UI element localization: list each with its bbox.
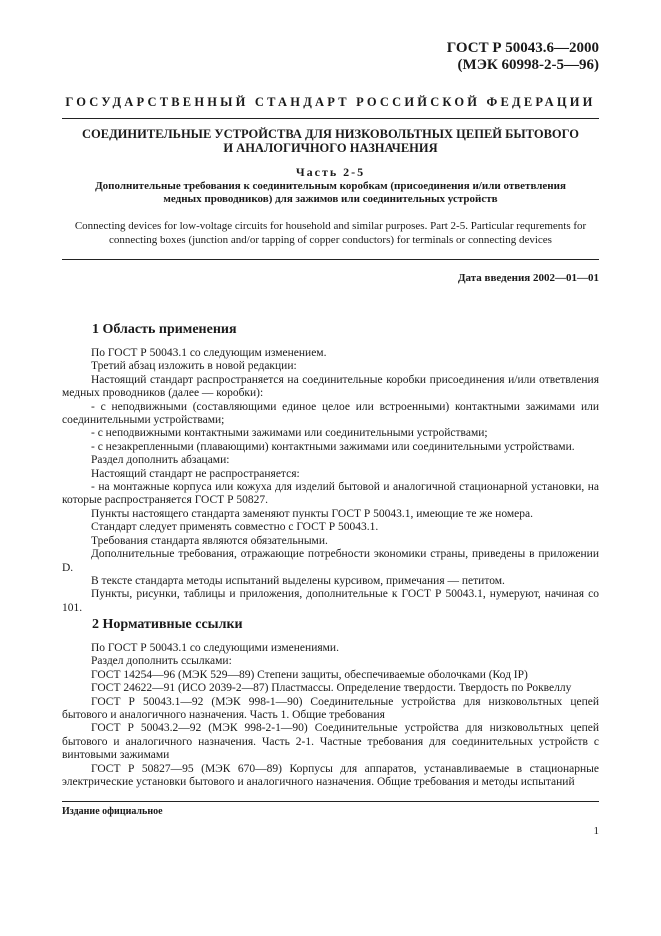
paragraph: В тексте стандарта методы испытаний выделены курсивом, примечания — петитом.: [91, 574, 505, 587]
section-title-references: 2 Нормативные ссылки: [92, 617, 243, 632]
designation-iec: (МЭК 60998-2-5—96): [457, 57, 599, 73]
page-number: 1: [593, 825, 599, 837]
paragraph: - с незакрепленными (плавающими) контактными зажимами или соединительными устройствами.: [91, 440, 575, 453]
paragraph: Пункты, рисунки, таблицы и приложения, дополнительные к ГОСТ Р 50043.1, нумеруют, начиная со 101.: [62, 588, 599, 614]
part-subtitle-line-2: медных проводников) для зажимов или соединительных устройств: [163, 193, 498, 205]
part-subtitle-line-1: Дополнительные требования к соединительным коробкам (присоединения и/или ответвления: [95, 180, 566, 192]
edition-label: Издание официальное: [62, 806, 163, 817]
header-divider: [62, 118, 599, 119]
designation-gost: ГОСТ Р 50043.6—2000: [446, 40, 599, 56]
english-title-line-1: Connecting devices for low-voltage circuits for household and similar purposes. Part 2-5. Particular requrements for: [74, 220, 587, 232]
paragraph: Стандарт следует применять совместно с ГОСТ Р 50043.1.: [91, 521, 379, 534]
paragraph: - с неподвижными (составляющими единое целое или встроенными) контактными зажимами или соединительными устройствами;: [62, 400, 599, 427]
standard-designation: [447, 40, 599, 74]
part-label: Часть 2-5: [295, 165, 366, 179]
title-line-2: И АНАЛОГИЧНОГО НАЗНАЧЕНИЯ: [223, 141, 438, 155]
state-standard-title: ГОСУДАРСТВЕННЫЙ СТАНДАРТ РОССИЙСКОЙ ФЕДЕРАЦИИ: [65, 95, 596, 109]
title-line-1: СОЕДИНИТЕЛЬНЫЕ УСТРОЙСТВА ДЛЯ НИЗКОВОЛЬТНЫХ ЦЕПЕЙ БЫТОВОГО: [82, 127, 579, 141]
reference-entry: ГОСТ Р 50043.2—92 (МЭК 998-2-1—90) Соединительные устройства для низковольтных цепей бытового и аналогичного назначения. Часть 2-1. Частные требования для соединительных устройств с винтовыми зажимами: [62, 722, 599, 762]
paragraph: Раздел дополнить абзацами:: [91, 454, 230, 467]
section-title-scope: 1 Область применения: [92, 322, 237, 337]
paragraph: Третий абзац изложить в новой редакции:: [91, 360, 297, 373]
paragraph: Раздел дополнить ссылками:: [91, 655, 232, 668]
introduction-date: Дата введения 2002—01—01: [457, 272, 599, 284]
paragraph: Пункты настоящего стандарта заменяют пункты ГОСТ Р 50043.1, имеющие те же номера.: [91, 507, 533, 520]
part-subtitle: [62, 180, 599, 206]
english-title: [62, 219, 599, 247]
paragraph: Дополнительные требования, отражающие потребности экономики страны, приведены в приложении D.: [62, 548, 599, 574]
english-title-line-2: connecting boxes (junction and/or tapping of copper conductors) for terminals or connecting devices: [109, 234, 552, 246]
paragraph: По ГОСТ Р 50043.1 со следующими изменениями.: [91, 642, 339, 654]
reference-entry: ГОСТ 14254—96 (МЭК 529—89) Степени защиты, обеспечиваемые оболочками (Код IP): [91, 668, 528, 681]
footer-divider: [62, 801, 599, 802]
reference-entry: ГОСТ 24622—91 (ИСО 2039-2—87) Пластмассы. Определение твердости. Твердость по Роквеллу: [91, 682, 572, 695]
document-title: [62, 127, 599, 155]
paragraph: По ГОСТ Р 50043.1 со следующим изменением.: [91, 347, 327, 359]
paragraph: Настоящий стандарт распространяется на соединительные коробки присоединения и/или ответвления медных проводников (далее — коробки):: [62, 373, 599, 400]
section-body-references: [62, 642, 599, 789]
paragraph: Требования стандарта являются обязательными.: [91, 534, 328, 547]
paragraph: - на монтажные корпуса или кожуха для изделий бытовой и аналогичной стационарной установки, на которые распространяется ГОСТ Р 50827.: [62, 481, 599, 507]
paragraph: - с неподвижными контактными зажимами или соединительными устройствами;: [91, 427, 488, 440]
section-body-scope: [62, 347, 599, 615]
reference-entry: ГОСТ Р 50827—95 (МЭК 670—89) Корпусы для аппаратов, устанавливаемые в стационарные электрические установки бытового и аналогичного назначения. Общие требования и методы испытаний: [62, 762, 599, 789]
paragraph: Настоящий стандарт не распространяется:: [91, 467, 300, 480]
reference-entry: ГОСТ Р 50043.1—92 (МЭК 998-1—90) Соединительные устройства для низковольтных цепей бытового и аналогичного назначения. Часть 1. Общие требования: [62, 695, 599, 722]
title-divider: [62, 259, 599, 260]
